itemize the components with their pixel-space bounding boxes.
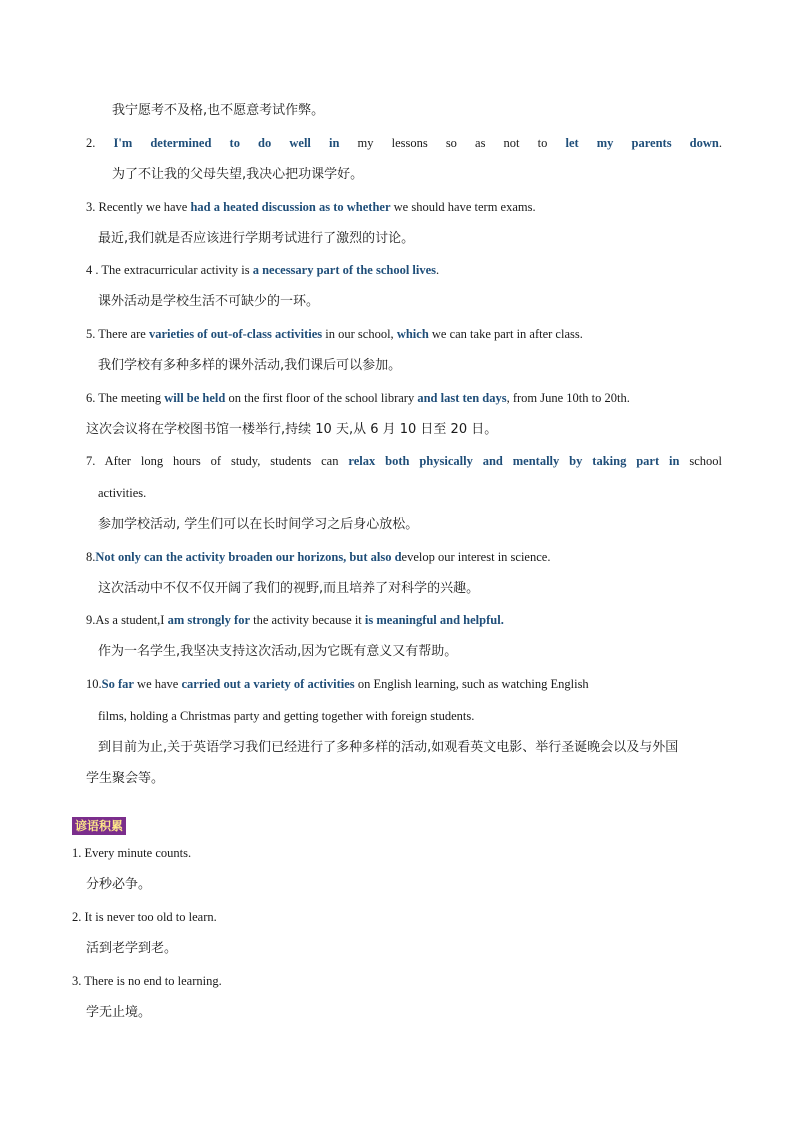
- proverb-3: 3. There is no end to learning.: [72, 974, 222, 988]
- sentence-4-translation: 课外活动是学校生活不可缺少的一环。: [98, 294, 320, 309]
- sentence-7-continuation: activities.: [98, 486, 147, 500]
- sentence-4: 4 . The extracurricular activity is a necessary part of the school lives.: [86, 263, 440, 277]
- sentence-3-translation: 最近,我们就是否应该进行学期考试进行了激烈的讨论。: [98, 231, 415, 246]
- sentence-7-translation: 参加学校活动, 学生们可以在长时间学习之后身心放松。: [98, 517, 419, 532]
- sentence-8: 8.Not only can the activity broaden our horizons, but also develop our interest in science.: [86, 550, 551, 564]
- proverb-1-translation: 分秒必争。: [86, 877, 152, 892]
- sentence-10: 10.So far we have carried out a variety of activities on English learning, such as watching English: [86, 677, 589, 691]
- sentence-6: 6. The meeting will be held on the first floor of the school library and last ten days, from June 10th to 20th.: [86, 391, 630, 405]
- sentence-5-translation: 我们学校有多种多样的课外活动,我们课后可以参加。: [98, 358, 402, 373]
- sentence-9-translation: 作为一名学生,我坚决支持这次活动,因为它既有意义又有帮助。: [98, 644, 458, 659]
- proverb-2: 2. It is never too old to learn.: [72, 910, 217, 924]
- proverb-3-translation: 学无止境。: [86, 1005, 152, 1020]
- sentence-2-translation: 为了不让我的父母失望,我决心把功课学好。: [112, 167, 364, 182]
- sentence-6-translation: 这次会议将在学校图书馆一楼举行,持续 10 天,从 6 月 10 日至 20 日。: [86, 422, 498, 437]
- sentence-10-continuation: films, holding a Christmas party and getting together with foreign students.: [98, 709, 475, 723]
- proverbs-heading: 谚语积累: [72, 817, 126, 835]
- sentence-7: 7. After long hours of study, students can relax both physically and mentally by taking part in school: [86, 454, 722, 468]
- sentence-3: 3. Recently we have had a heated discussion as to whether we should have term exams.: [86, 200, 536, 214]
- sentence-2: 2. I'm determined to do well in my lessons so as not to let my parents down.: [86, 136, 722, 150]
- sentence-10-translation: 到目前为止,关于英语学习我们已经进行了多种多样的活动,如观看英文电影、举行圣诞晚会以及与外国: [98, 740, 679, 755]
- sentence-9: 9.As a student,I am strongly for the activity because it is meaningful and helpful.: [86, 613, 504, 627]
- sentence-5: 5. There are varieties of out-of-class activities in our school, which we can take part in after class.: [86, 327, 583, 341]
- sentence-8-translation: 这次活动中不仅不仅开阔了我们的视野,而且培养了对科学的兴趣。: [98, 581, 480, 596]
- proverb-1: 1. Every minute counts.: [72, 846, 192, 860]
- proverb-2-translation: 活到老学到老。: [86, 941, 178, 956]
- sentence-10-translation-continuation: 学生聚会等。: [86, 771, 165, 786]
- sentence-1-translation: 我宁愿考不及格,也不愿意考试作弊。: [112, 103, 325, 118]
